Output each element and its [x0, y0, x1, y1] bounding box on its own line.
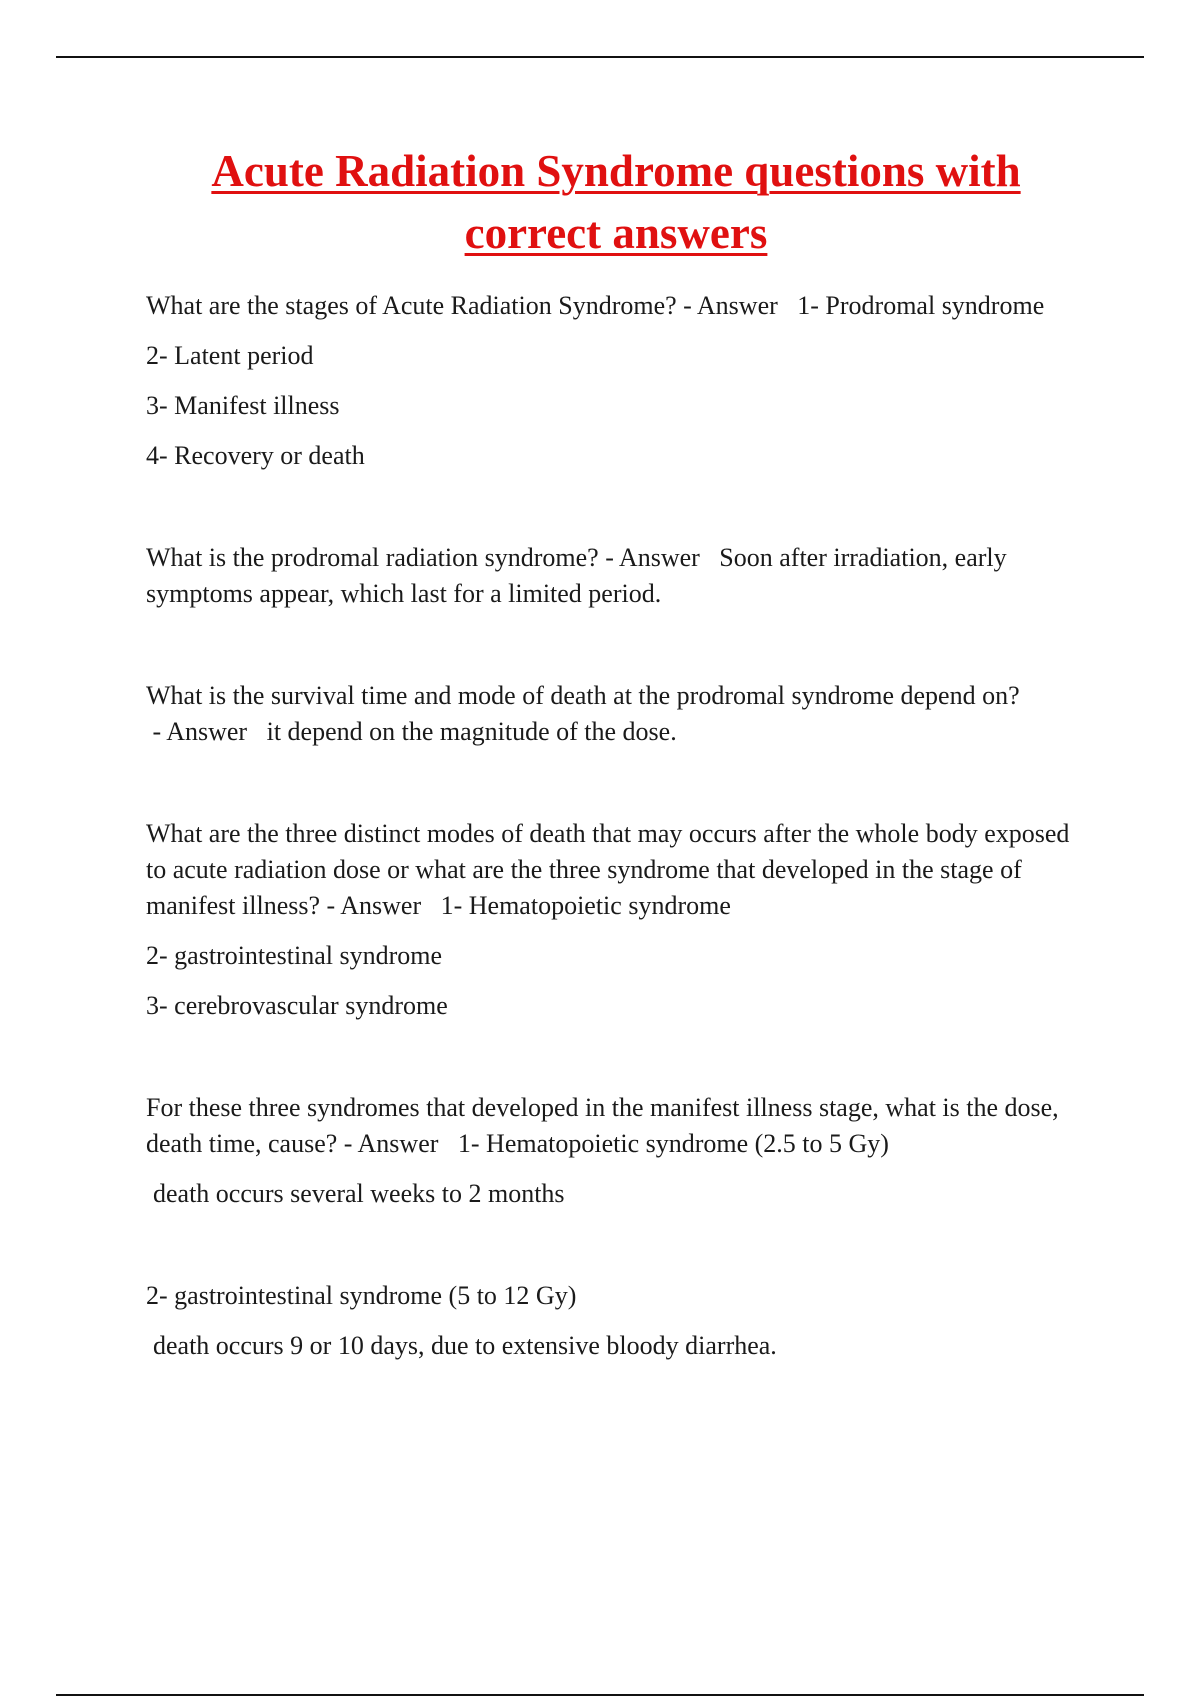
answer-label: - Answer — [320, 891, 441, 920]
answer-label: - Answer — [337, 1129, 458, 1158]
question-text: For these three syndromes that developed in the manifest illness stage, what is the dose, death time, cause? — [146, 1093, 1059, 1158]
answer-text: 1- Hematopoietic syndrome — [440, 891, 731, 920]
answer-text: 1- Prodromal syndrome — [797, 291, 1045, 320]
answer-line: 4- Recovery or death — [146, 441, 365, 470]
qa-question — [146, 540, 1086, 612]
bottom-rule — [56, 1694, 1144, 1696]
qa-item — [146, 540, 1086, 612]
qa-item — [146, 678, 1086, 750]
answer-line: 3- Manifest illness — [146, 391, 340, 420]
answer-label: - Answer — [146, 717, 267, 746]
answer-label: - Answer — [676, 291, 798, 320]
qa-item — [146, 816, 1086, 1024]
qa-item — [146, 1090, 1086, 1212]
document-page — [146, 140, 1086, 1430]
qa-continuation — [146, 1278, 1086, 1364]
qa-question — [146, 816, 1086, 924]
answer-line: 3- cerebrovascular syndrome — [146, 991, 448, 1020]
question-text: What are the three distinct modes of death that may occurs after the whole body exposed to acute radiation dose or what are the three syndrome that developed in the stage of manifest illness? — [146, 819, 1070, 920]
answer-line: death occurs several weeks to 2 months — [153, 1179, 565, 1208]
answer-text: Soon after irradiation, early symptoms appear, which last for a limited period. — [146, 543, 1007, 608]
answer-text: it depend on the magnitude of the dose. — [266, 717, 677, 746]
qa-question — [146, 1090, 1086, 1162]
question-text: What is the prodromal radiation syndrome? — [146, 543, 599, 572]
question-text: What are the stages of Acute Radiation Syndrome? — [146, 291, 677, 320]
answer-line: death occurs 9 or 10 days, due to extensive bloody diarrhea. — [153, 1331, 777, 1360]
qa-item — [146, 288, 1086, 474]
qa-question — [146, 288, 1086, 324]
document-title: Acute Radiation Syndrome questions with correct answers — [211, 146, 1021, 258]
top-rule — [56, 56, 1144, 58]
answer-label: - Answer — [598, 543, 720, 572]
question-text: What is the survival time and mode of death at the prodromal syndrome depend on? — [146, 681, 1020, 710]
answer-line: 2- gastrointestinal syndrome — [146, 941, 443, 970]
answer-line: 2- gastrointestinal syndrome (5 to 12 Gy) — [146, 1281, 577, 1310]
answer-line: 2- Latent period — [146, 341, 314, 370]
answer-text: 1- Hematopoietic syndrome (2.5 to 5 Gy) — [457, 1129, 889, 1158]
qa-question — [146, 678, 1086, 750]
